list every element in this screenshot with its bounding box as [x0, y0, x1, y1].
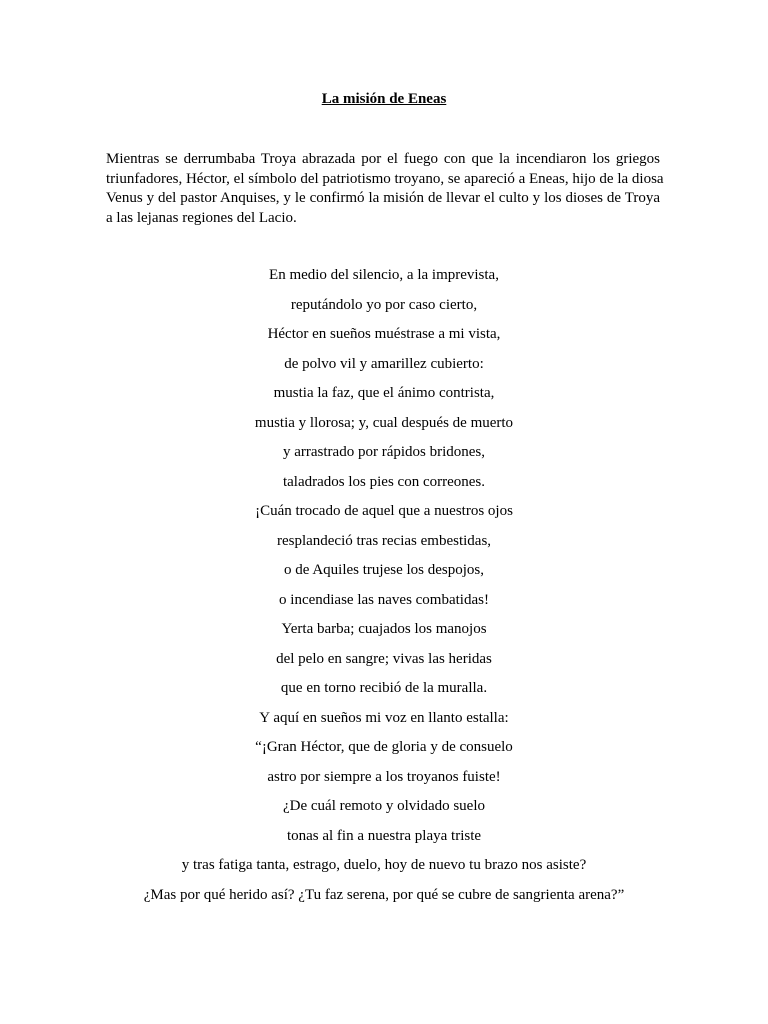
verse-line: del pelo en sangre; vivas las heridas — [276, 650, 492, 667]
document-title: La misión de Eneas — [321, 91, 447, 107]
intro-line: Venus y del pastor Anquises, y le confirmó la misión de llevar el culto y los dioses de Troya — [106, 190, 660, 206]
intro-line: a las lejanas regiones del Lacio. — [106, 209, 297, 226]
verse-line: Yerta barba; cuajados los manojos — [281, 621, 487, 637]
verse-line: astro por siempre a los troyanos fuiste! — [267, 768, 501, 785]
verse-line: mustia la faz, que el ánimo contrista, — [273, 385, 495, 401]
verse-line: ¿Mas por qué herido así? ¿Tu faz serena, por qué se cubre de sangrienta arena?” — [143, 886, 625, 903]
verse-line: de polvo vil y amarillez cubierto: — [284, 355, 484, 372]
verse-line: y arrastrado por rápidos bridones, — [282, 444, 486, 460]
intro-paragraph — [106, 150, 664, 228]
verse-line: tonas al fin a nuestra playa triste — [286, 827, 482, 844]
verse-line: o de Aquiles trujese los despojos, — [284, 562, 484, 578]
verse-line: mustia y llorosa; y, cual después de muerto — [254, 414, 514, 431]
verse-line: resplandeció tras recias embestidas, — [276, 532, 492, 549]
verse-line: ¿De cuál remoto y olvidado suelo — [282, 798, 486, 814]
verse-line: y tras fatiga tanta, estrago, duelo, hoy de nuevo tu brazo nos asiste? — [181, 857, 587, 873]
verse-line: Y aquí en sueños mi voz en llanto estalla: — [259, 709, 509, 726]
verse-line: que en torno recibió de la muralla. — [280, 680, 488, 696]
intro-line: triunfadores, Héctor, el símbolo del patriotismo troyano, se apareció a Eneas, hijo de la diosa — [106, 170, 664, 187]
verse-line: taladrados los pies con correones. — [282, 473, 486, 490]
verse-line: En medio del silencio, a la imprevista, — [269, 267, 499, 283]
intro-line: Mientras se derrumbaba Troya abrazada por el fuego con que la incendiaron los griegos — [106, 151, 660, 167]
verse-line: ¡Cuán trocado de aquel que a nuestros ojos — [255, 503, 513, 519]
poem-verses — [0, 265, 768, 914]
verse-line: “¡Gran Héctor, que de gloria y de consuelo — [255, 739, 513, 755]
verse-line: o incendiase las naves combatidas! — [279, 591, 489, 608]
verse-line: Héctor en sueños muéstrase a mi vista, — [267, 326, 501, 342]
verse-line: reputándolo yo por caso cierto, — [290, 296, 478, 313]
